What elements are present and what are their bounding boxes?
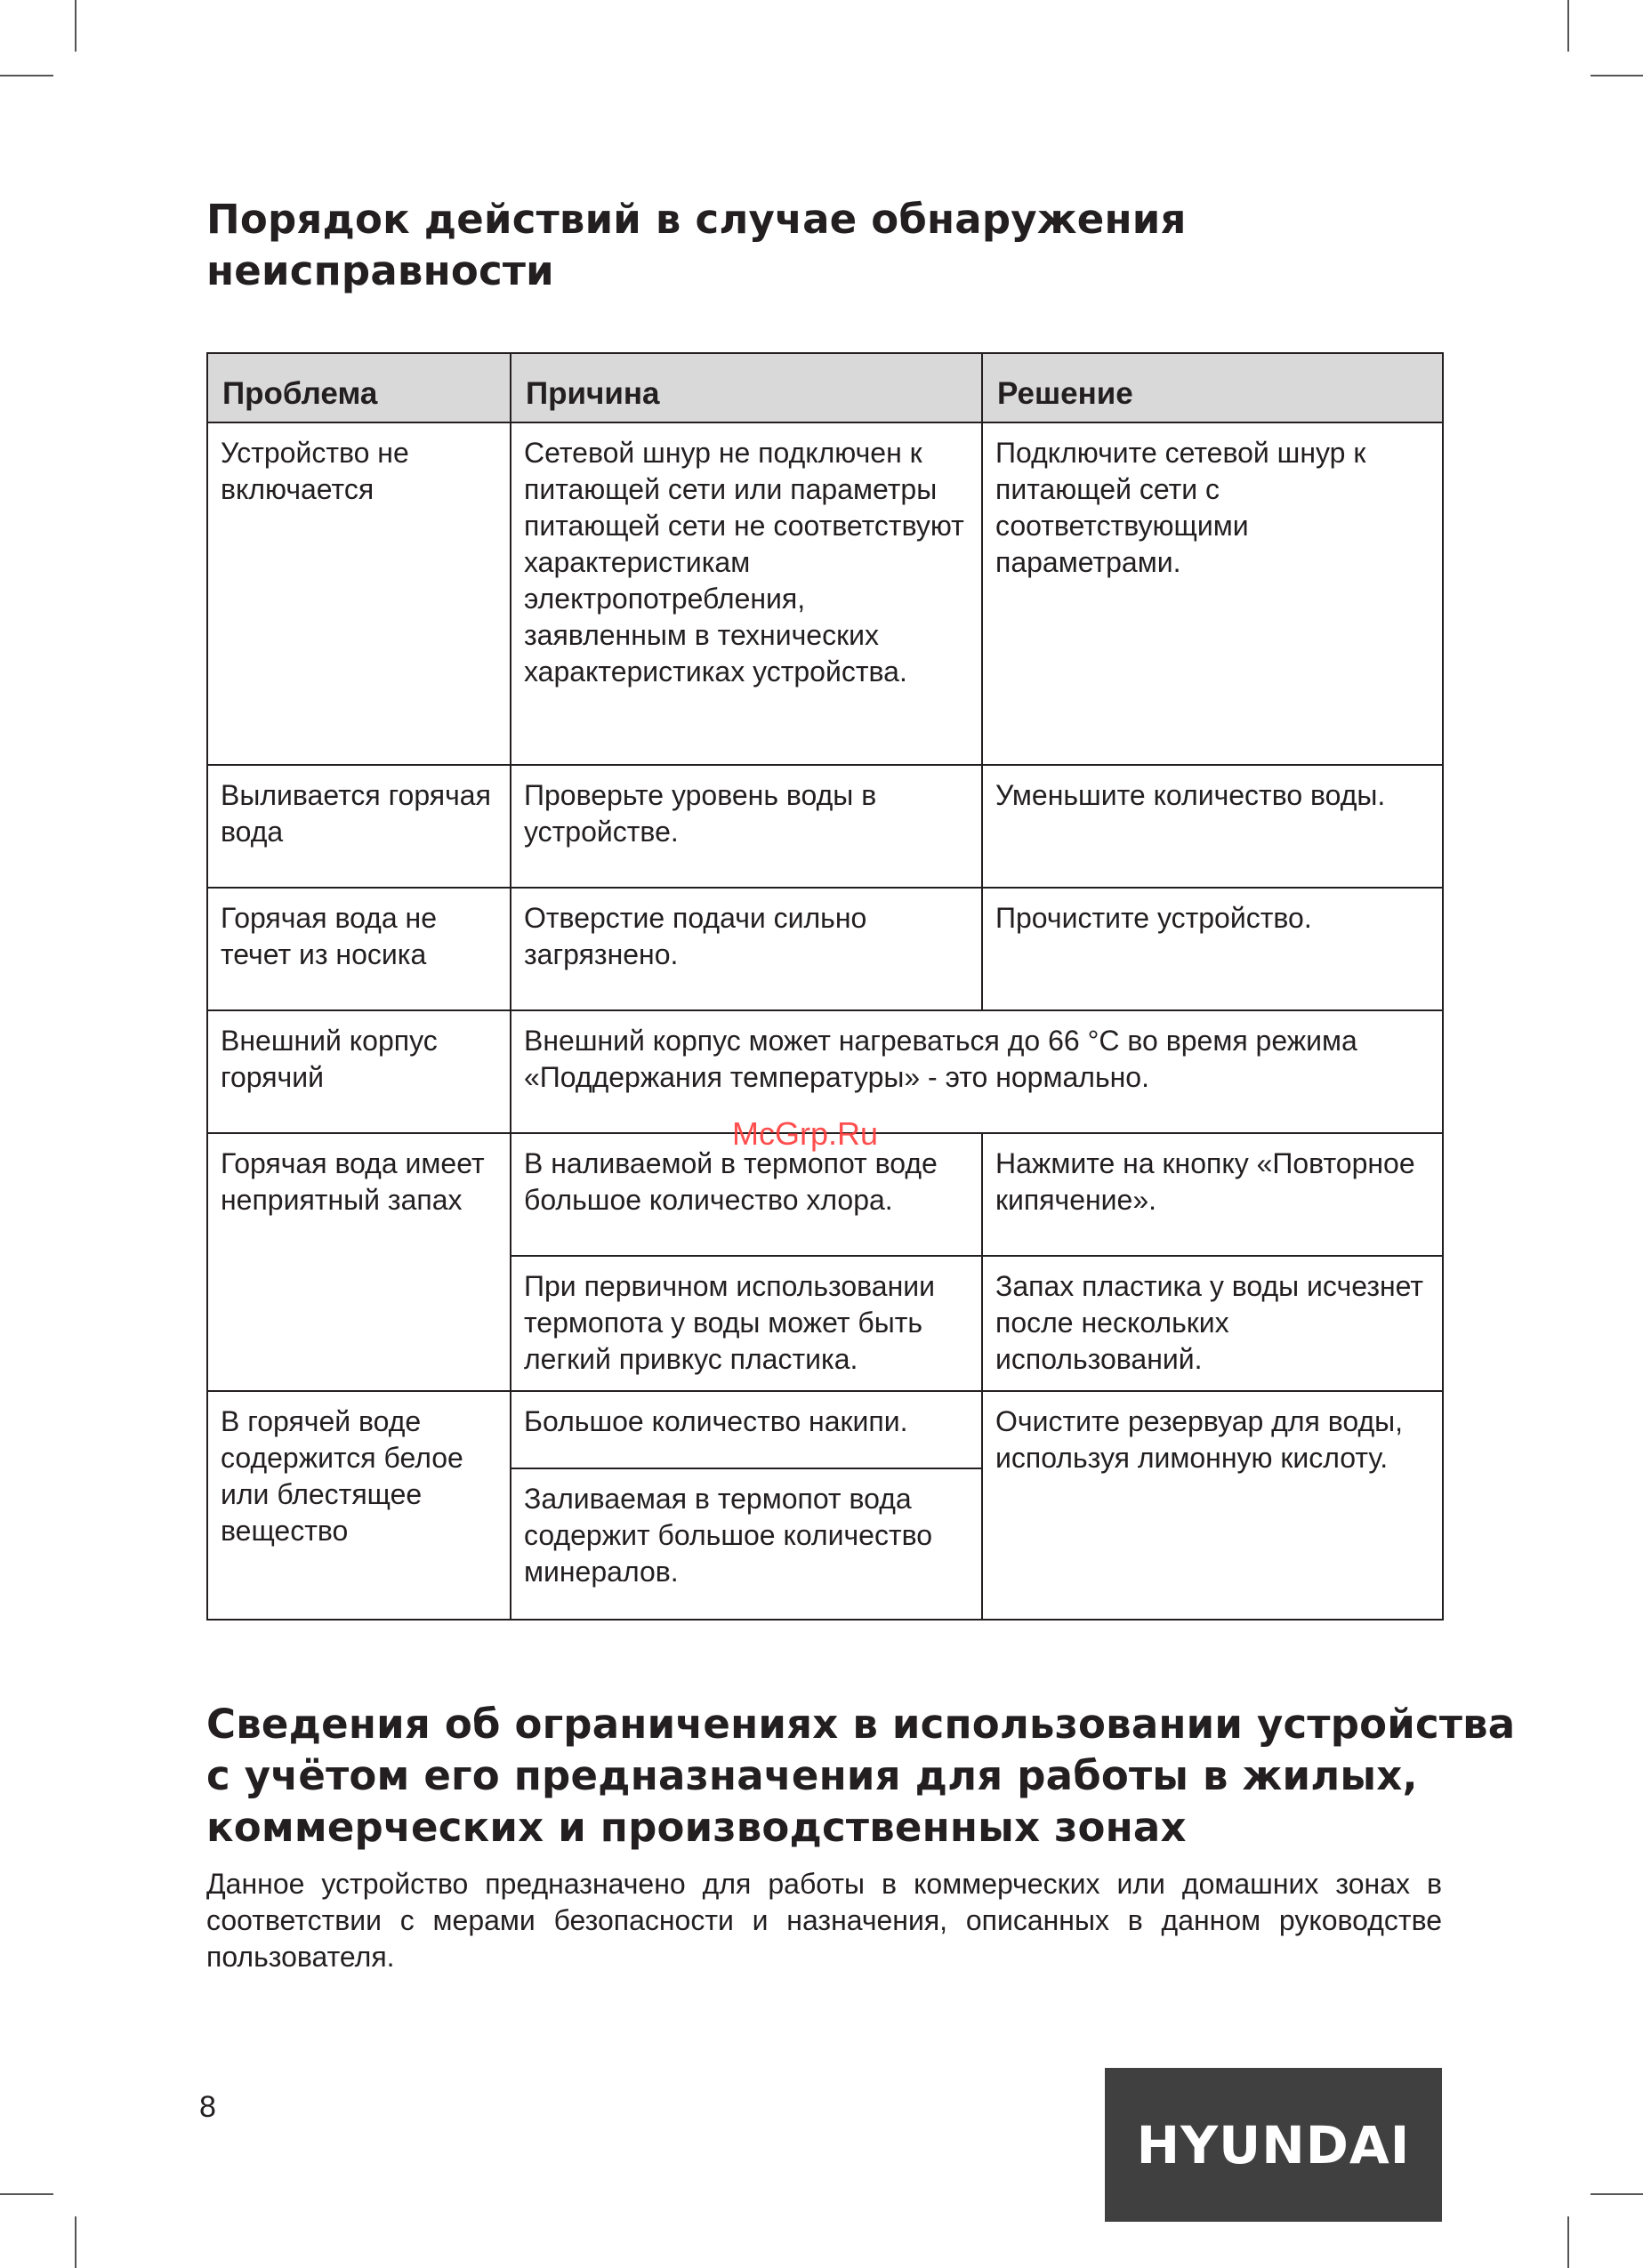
problem-cell: Горячая вода не течет из носика: [207, 888, 511, 1010]
crop-mark: [75, 2216, 77, 2268]
usage-restrictions-text: [206, 1866, 1442, 1975]
problem-cell: Горячая вода имеет неприятный запах: [207, 1133, 511, 1391]
crop-mark: [1591, 2193, 1643, 2195]
crop-mark: [1591, 75, 1643, 76]
header-solution: Решение: [982, 353, 1443, 422]
cause-cell: Проверьте уровень воды в устройстве.: [511, 765, 982, 888]
troubleshooting-table: [206, 352, 1444, 1621]
crop-mark: [0, 2193, 53, 2195]
crop-mark: [75, 0, 77, 52]
page-number: 8: [199, 2090, 216, 2124]
solution-cell: Очистите резервуар для воды, используя лимонную кислоту.: [982, 1391, 1443, 1620]
table-row: [207, 422, 1443, 765]
usage-restrictions-title: [206, 1699, 1515, 1854]
title-line: коммерческих и производственных зонах: [206, 1804, 1187, 1851]
crop-mark: [1567, 2216, 1569, 2268]
cause-cell: Заливаемая в термопот вода содержит большое количество минералов.: [511, 1468, 982, 1620]
brand-name: HYUNDAI: [1136, 2114, 1411, 2176]
solution-cell: Подключите сетевой шнур к питающей сети с соответствующими параметрами.: [982, 422, 1443, 765]
solution-cell: Нажмите на кнопку «Повторное кипячение».: [982, 1133, 1443, 1256]
title-line: с учётом его предназначения для работы в жилых,: [206, 1752, 1418, 1799]
problem-cell: В горячей воде содержится белое или блестящее вещество: [207, 1391, 511, 1620]
title-line: неисправности: [206, 247, 554, 294]
table-header-row: [207, 353, 1443, 422]
paragraph-line: пользователя.: [206, 1941, 395, 1973]
cause-solution-cell: Внешний корпус может нагреваться до 66 °C во время режима «Поддержания температуры» - это нормально.: [511, 1010, 1443, 1133]
problem-cell: Устройство не включается: [207, 422, 511, 765]
hyundai-logo: [1105, 2068, 1442, 2222]
cause-cell: При первичном использовании термопота у воды может быть легкий привкус пластика.: [511, 1256, 982, 1391]
crop-mark: [1567, 0, 1569, 52]
problem-cell: Внешний корпус горячий: [207, 1010, 511, 1133]
cause-cell: Сетевой шнур не подключен к питающей сети или параметры питающей сети не соответствуют характеристикам электропотребления, заявленным в технических характеристиках устройства.: [511, 422, 982, 765]
cause-cell: Отверстие подачи сильно загрязнено.: [511, 888, 982, 1010]
solution-cell: Запах пластика у воды исчезнет после нескольких использований.: [982, 1256, 1443, 1391]
cause-cell: В наливаемой в термопот воде большое количество хлора.: [511, 1133, 982, 1256]
title-line: Сведения об ограничениях в использовании устройства: [206, 1701, 1516, 1748]
title-line: Порядок действий в случае обнаружения: [206, 196, 1187, 243]
header-cause: Причина: [511, 353, 982, 422]
watermark: McGrp.Ru: [732, 1115, 879, 1152]
solution-cell: Прочистите устройство.: [982, 888, 1443, 1010]
troubleshooting-title: [206, 194, 1187, 297]
table-row: [207, 1391, 1443, 1468]
crop-mark: [0, 75, 53, 76]
problem-cell: Выливается горячая вода: [207, 765, 511, 888]
solution-cell: Уменьшите количество воды.: [982, 765, 1443, 888]
cause-cell: Большое количество накипи.: [511, 1391, 982, 1468]
paragraph-line: соответствии с мерами безопасности и назначения, описанных в данном руководстве: [206, 1904, 1442, 1936]
header-problem: Проблема: [207, 353, 511, 422]
paragraph-line: Данное устройство предназначено для работы в коммерческих или домашних зонах в: [206, 1868, 1442, 1900]
table-row: [207, 765, 1443, 888]
table-row: [207, 888, 1443, 1010]
